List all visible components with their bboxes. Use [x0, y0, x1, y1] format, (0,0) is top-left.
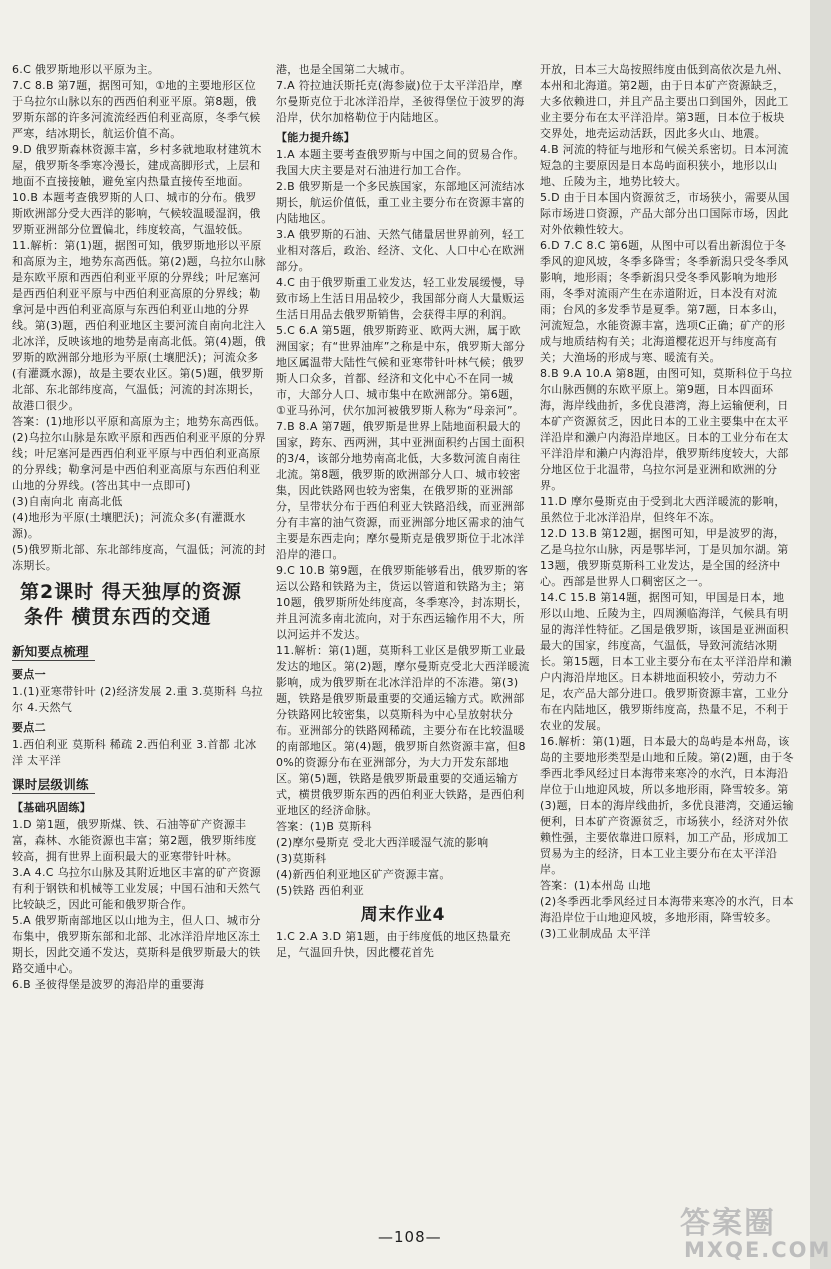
answer-paragraph: 2.B 俄罗斯是一个多民族国家，东部地区河流结冰期长，航运价值低，重工业主要分布在资源丰富的内陆地区。 — [276, 180, 525, 225]
answer-paragraph: 8.B 9.A 10.A 第8题，由图可知，莫斯科位于乌拉尔山脉西侧的东欧平原上。第9题，日本四面环海，海岸线曲折，多优良港湾，海上运输便利，日本矿产资源贫乏，因此日本的工业主要集中在太平洋沿岸和濑户内海沿岸地区。日本的工业分布在太平洋沿岸和濑户内海沿岸，俄罗斯纬度较大，大部分地区位于北温带，乌拉尔河是亚洲和欧洲的分界。 — [540, 367, 793, 492]
answer-paragraph: (5)俄罗斯北部、东北部纬度高，气温低；河流的封冻期长。 — [12, 543, 266, 572]
answer-paragraph: 7.A 符拉迪沃斯托克(海参崴)位于太平洋沿岸，摩尔曼斯克位于北冰洋沿岸，圣彼得堡位于波罗的海沿岸，伏尔加格勒位于内陆地区。 — [276, 79, 525, 124]
subsection-label: 【能力提升练】 — [276, 131, 356, 144]
answer-paragraph: 10.B 本题考查俄罗斯的人口、城市的分布。俄罗斯欧洲部分受大西洋的影响，气候较温暖湿润，俄罗斯亚洲部分位置偏北，纬度较高，气温较低。 — [12, 191, 261, 236]
answer-paragraph: (5)铁路 西伯利亚 — [276, 884, 365, 897]
section-heading-summary: 新知要点梳理 — [12, 644, 95, 661]
answer-paragraph: 11.解析：第(1)题，据图可知，俄罗斯地形以平原和高原为主，地势东高西低。第(2)题，乌拉尔山脉是东欧平原和西西伯利亚平原的分界线；叶尼塞河是西西伯利亚平原与中西伯利亚高原的分界线；勒拿河是中西伯利亚高原与东西伯利亚山地的分界线。第(3)题，西伯利亚地区主要河流自南向北注入北冰洋，反映该地的地势是南高北低。第(4)题，俄罗斯的欧洲部分地形为平原(土壤肥沃)；河流众多(有灌溉水源)，故是主要农业区。第(5)题，俄罗斯北部、东北部纬度高，气温低；河流的封冻期长，故港口很少。 — [12, 239, 266, 412]
lesson-title-line-2: 条件 横贯东西的交通 — [24, 606, 212, 628]
watermark-logo — [668, 1196, 831, 1266]
answer-paragraph: 3.A 俄罗斯的石油、天然气储量居世界前列，轻工业相对落后，政治、经济、文化、人口中心在欧洲部分。 — [276, 228, 525, 273]
answer-paragraph: 6.C 俄罗斯地形以平原为主。 — [12, 63, 160, 76]
answer-paragraph: 14.C 15.B 第14题，据图可知，甲国是日本，地形以山地、丘陵为主，四周濒临海洋，气候具有明显的海洋性特征。乙国是俄罗斯，该国是亚洲面积最大的国家，纬度高，气温低，导致河流结冰期长。第15题，日本工业主要分布在太平洋沿岸和濑户内海沿岸地区。日本耕地面积较小，劳动力不足，农产品大部分进口。俄罗斯资源丰富，工业分布在内陆地区，俄罗斯纬度高，热量不足，不利于农业的发展。 — [540, 591, 792, 732]
answer-paragraph: (2)乌拉尔山脉是东欧平原和西西伯利亚平原的分界线；叶尼塞河是西西伯利亚平原与中西伯利亚高原的分界线；勒拿河是中西伯利亚高原与东西伯利亚山地的分界线。(答出其中一点即可) — [12, 431, 266, 492]
answer-paragraph: 16.解析：第(1)题，日本最大的岛屿是本州岛，该岛的主要地形类型是山地和丘陵。第(2)题，由于冬季西北季风经过日本海带来寒冷的水汽，日本海沿岸位于山地迎风坡，所以多地形雨，降雪较多。第(3)题，日本的海岸线曲折，多优良港湾，交通运输便利，日本矿产资源贫乏，市场狭小，经济对外依赖性强，主要依靠进口原料，加工产品，形成加工贸易为主的经济，日本工业主要分布在太平洋沿岸。 — [540, 735, 794, 876]
answer-paragraph: 3.A 4.C 乌拉尔山脉及其附近地区丰富的矿产资源有利于钢铁和机械等工业发展；中国石油和天然气比较缺乏，因此可能和俄罗斯合作。 — [12, 866, 261, 911]
answer-paragraph: 1.A 本题主要考查俄罗斯与中国之间的贸易合作。我国大庆主要是对石油进行加工合作。 — [276, 148, 525, 177]
subsection-label: 【基础巩固练】 — [12, 801, 92, 814]
answer-paragraph: 6.B 圣彼得堡是波罗的海沿岸的重要海 — [12, 978, 205, 991]
point-label: 要点二 — [12, 721, 46, 734]
answer-paragraph: 9.D 俄罗斯森林资源丰富，乡村多就地取材建筑木屋，俄罗斯冬季寒冷漫长，建成高脚形式，上层和地面不直接接触，避免室内热量直接传至地面。 — [12, 143, 262, 188]
lesson-title — [20, 580, 266, 630]
watermark-url: MXQE.COM — [684, 1238, 831, 1262]
answer-paragraph: 9.C 10.B 第9题，在俄罗斯能够看出，俄罗斯的客运以公路和铁路为主，货运以管道和铁路为主；第10题，俄罗斯所处纬度高，冬季寒冷，封冻期长，并且河流多南北流向，对于东西运输作用不大，所以河运并不发达。 — [276, 564, 529, 641]
answer-paragraph: (2)冬季西北季风经过日本海带来寒冷的水汽，日本海沿岸位于山地迎风坡，多地形雨，降雪较多。 — [540, 895, 794, 924]
column-middle — [276, 62, 530, 961]
lesson-title-line-1: 第2课时 得天独厚的资源 — [20, 581, 242, 603]
answer-paragraph: 开放，日本三大岛按照纬度由低到高依次是九州、本州和北海道。第2题，由于日本矿产资源缺乏，大多依赖进口，并且产品主要出口到国外，因此工业主要分布在太平洋沿岸。第3题，日本位于板块交界处，地壳运动活跃，因此多火山、地震。 — [540, 63, 789, 140]
answer-paragraph: (3)工业制成品 太平洋 — [540, 927, 651, 940]
answer-paragraph: (4)新西伯利亚地区矿产资源丰富。 — [276, 868, 451, 881]
point-label: 要点一 — [12, 668, 46, 681]
answer-paragraph: 答案：(1)地形以平原和高原为主；地势东高西低。 — [12, 415, 266, 428]
answer-paragraph: 11.D 摩尔曼斯克由于受到北大西洋暖流的影响，虽然位于北冰洋沿岸，但终年不冻。 — [540, 495, 786, 524]
answer-paragraph: (4)地形为平原(土壤肥沃)；河流众多(有灌溉水源)。 — [12, 511, 246, 540]
column-left — [12, 62, 266, 993]
answer-paragraph: (3)莫斯科 — [276, 852, 327, 865]
answer-paragraph: 12.D 13.B 第12题，据图可知，甲是波罗的海，乙是乌拉尔山脉，丙是鄂毕河，丁是贝加尔湖。第13题，俄罗斯莫斯科工业发达，是全国的经济中心。西部是世界人口稠密区之一。 — [540, 527, 789, 588]
answer-paragraph: 7.C 8.B 第7题，据图可知，①地的主要地形区位于乌拉尔山脉以东的西西伯利亚平原。第8题，俄罗斯东部的许多河流流经西伯利亚高原，冬季气候严寒，结冰期长，航运价值不高。 — [12, 79, 261, 140]
answer-paragraph: 4.C 由于俄罗斯重工业发达，轻工业发展缓慢，导致市场上生活日用品较少，我国部分商人大量贩运生活日用品去俄罗斯销售，会获得丰厚的利润。 — [276, 276, 525, 321]
answer-paragraph: 6.D 7.C 8.C 第6题，从图中可以看出新潟位于冬季风的迎风坡，冬季多降雪；冬季新潟只受冬季风影响，地形雨；冬季新潟只受冬季风影响为地形雨，冬季对流雨产生在赤道附近，日本没有对流雨；台风的多发季节是夏季。第7题，日本多山，河流短急，水能资源丰富，选项C正确；矿产的形成与地质结构有关；北海道樱花迟开与纬度高有关；大渔场的形成与寒、暖流有关。 — [540, 239, 789, 364]
answer-paragraph: (3)自南向北 南高北低 — [12, 495, 123, 508]
page-number: —108— — [378, 1228, 442, 1246]
answer-paragraph: 4.B 河流的特征与地形和气候关系密切。日本河流短急的主要原因是日本岛屿面积狭小，地形以山地、丘陵为主，地势比较大。 — [540, 143, 789, 188]
answer-paragraph: 11.解析：第(1)题，莫斯科工业区是俄罗斯工业最发达的地区。第(2)题，摩尔曼斯克受北大西洋暖流影响，成为俄罗斯在北冰洋沿岸的不冻港。第(3)题，铁路是俄罗斯最重要的交通运输方式。欧洲部分铁路网比较密集，以莫斯科为中心呈放射状分布。亚洲部分的铁路网稀疏，主要分布在比较温暖的南部地区。第(4)题，俄罗斯自然资源丰富，但80%的资源分布在亚洲部分，为大力开发东部地区。第(5)题，铁路是俄罗斯最重要的交通运输方式，横贯俄罗斯东西的西伯利亚大铁路，是西伯利亚地区的经济命脉。 — [276, 644, 530, 817]
column-right — [540, 62, 794, 942]
answer-paragraph: 港，也是全国第二大城市。 — [276, 63, 412, 76]
section-heading-training: 课时层级训练 — [12, 777, 95, 794]
answer-paragraph: 5.A 俄罗斯南部地区以山地为主，但人口、城市分布集中，俄罗斯东部和北部、北冰洋沿岸地区冻土期长，因此交通不发达，莫斯科是俄罗斯最大的铁路交通中心。 — [12, 914, 261, 975]
answer-paragraph: 5.D 由于日本国内资源贫乏，市场狭小，需要从国际市场进口资源，产品大部分出口国际市场，因此对外依赖性较大。 — [540, 191, 790, 236]
answer-paragraph: 答案：(1)B 莫斯科 — [276, 820, 372, 833]
answer-paragraph: (2)摩尔曼斯克 受北大西洋暖湿气流的影响 — [276, 836, 489, 849]
weekly-homework-title: 周末作业4 — [360, 905, 446, 925]
answer-paragraph: 5.C 6.A 第5题，俄罗斯跨亚、欧两大洲，属于欧洲国家；有“世界油库”之称是中东，俄罗斯大部分地区属温带大陆性气候和亚寒带针叶林气候；俄罗斯人口众多，首都、经济和文化中心不在同一城市，大部分人口、城市集中在欧洲部分。第6题，①亚马孙河，伏尔加河被俄罗斯人称为“母亲河”。 — [276, 324, 526, 417]
point-text: 1.(1)亚寒带针叶 (2)经济发展 2.重 3.莫斯科 乌拉尔 4.天然气 — [12, 685, 263, 714]
answer-paragraph: 7.B 8.A 第7题，俄罗斯是世界上陆地面积最大的国家，跨东、西两洲，其中亚洲面积约占国土面积的3/4，该部分地势南高北低，大多数河流自南往北流。第8题，俄罗斯的欧洲部分人口、城市较密集，因此铁路网也较为密集，在俄罗斯的亚洲部分，呈带状分布于西伯利亚大铁路沿线，而亚洲部分有丰富的油气资源，而亚洲部分地区需求的油气主要是东西走向；摩尔曼斯克是俄罗斯位于北冰洋沿岸的港口。 — [276, 420, 525, 561]
answer-paragraph: 答案：(1)本州岛 山地 — [540, 879, 651, 892]
answer-paragraph: 1.D 第1题，俄罗斯煤、铁、石油等矿产资源丰富，森林、水能资源也丰富；第2题，俄罗斯纬度较高，拥有世界上面积最大的亚寒带针叶林。 — [12, 818, 257, 863]
point-text: 1.西伯利亚 莫斯科 稀疏 2.西伯利亚 3.首都 北冰洋 太平洋 — [12, 738, 257, 767]
watermark-text: 答案圈 — [680, 1206, 776, 1241]
answer-paragraph: 1.C 2.A 3.D 第1题，由于纬度低的地区热量充足，气温回升快，因此樱花首先 — [276, 930, 511, 959]
